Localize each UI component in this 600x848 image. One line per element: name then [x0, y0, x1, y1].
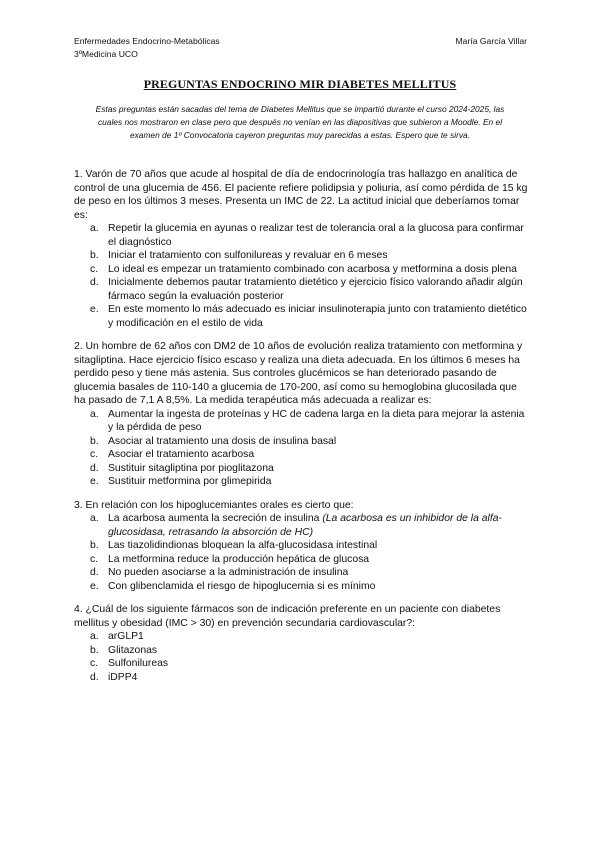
option-note: (La acarbosa es un inhibidor de la alfa-glucosidasa, retrasando la absorción de HC) [108, 513, 502, 538]
option-text: arGLP1 [108, 631, 144, 642]
header-subject: Enfermedades Endocrino-Metabólicas [74, 36, 220, 46]
option-text: Lo ideal es empezar un tratamiento combinado con acarbosa y metformina a dosis plena [108, 263, 517, 275]
question-text: 4. ¿Cuál de los siguiente fármacos son de indicación preferente en un paciente con diabetes mellitus y obesidad (IMC > 30) en prevención secundaria cardiovascular?: [74, 604, 501, 629]
option-letter: a. [90, 223, 99, 234]
option-b [74, 539, 528, 553]
option-text-wrap [108, 657, 528, 671]
option-text: Sulfonilureas [108, 658, 169, 669]
option-text-wrap [108, 263, 528, 277]
option-letter: d. [90, 277, 99, 288]
header-course: 3ºMedicina UCO [74, 48, 138, 59]
option-text-wrap [108, 512, 528, 539]
option-c [74, 448, 528, 462]
option-text: Sustituir metformina por glimepirida [108, 476, 272, 487]
option-d [74, 566, 528, 580]
option-letter: a. [90, 513, 99, 524]
option-letter: b. [90, 250, 99, 261]
header-left [74, 35, 220, 60]
option-text: Asociar el tratamiento acarbosa [108, 449, 255, 460]
option-letter: c. [90, 449, 99, 460]
option-text-wrap [108, 249, 528, 263]
option-c [74, 657, 528, 671]
option-text: Iniciar el tratamiento con sulfonilureas y revaluar en 6 meses [108, 250, 388, 261]
option-text: iDPP4 [108, 671, 138, 683]
option-e [74, 303, 528, 330]
question-3 [74, 499, 528, 594]
option-text-wrap [108, 553, 528, 567]
option-letter: b. [90, 435, 99, 447]
option-letter: e. [90, 304, 99, 315]
option-text-wrap [108, 539, 528, 553]
option-letter: b. [90, 644, 99, 656]
option-letter: e. [90, 580, 99, 592]
option-b [74, 435, 528, 449]
option-text-wrap [108, 276, 528, 303]
option-text-wrap [108, 475, 528, 489]
questions-list [74, 168, 528, 694]
header-author: María García Villar [455, 36, 527, 46]
option-text: En este momento lo más adecuado es iniciar insulinoterapia junto con tratamiento dietético y modificación en el estilo de vida [108, 304, 527, 329]
option-text-wrap [108, 580, 528, 594]
option-b [74, 249, 528, 263]
option-letter: c. [90, 553, 99, 565]
option-a [74, 222, 528, 249]
option-d [74, 671, 528, 685]
option-text-wrap [108, 303, 528, 330]
option-letter: d. [90, 671, 99, 683]
option-a [74, 408, 528, 435]
question-1 [74, 168, 528, 330]
option-letter: a. [90, 408, 99, 420]
option-text-wrap [108, 448, 528, 462]
question-text: 1. Varón de 70 años que acude al hospital de día de endocrinología tras hallazgo en analítica de control de una glucemia de 456. El paciente refiere polidipsia y poliuria, así como pérdida de 15 kg de peso en los últimos 3 meses. Presenta un IMC de 22. La actitud inicial que deberíamos tomar es: [74, 169, 528, 221]
question-4 [74, 603, 528, 684]
option-text: Aumentar la ingesta de proteínas y HC de cadena larga en la dieta para mejorar la astenia y la pérdida de peso [108, 408, 525, 433]
option-text-wrap [108, 435, 528, 449]
option-text-wrap [108, 462, 528, 476]
option-text: Sustituir sitagliptina por pioglitazona [108, 462, 274, 474]
option-text: Glitazonas [108, 644, 158, 656]
question-2 [74, 340, 528, 489]
option-text: Asociar al tratamiento una dosis de insulina basal [108, 435, 337, 447]
document-title: PREGUNTAS ENDOCRINO MIR DIABETES MELLITUS [143, 77, 457, 91]
option-text-wrap [108, 630, 528, 644]
option-letter: c. [90, 263, 99, 275]
option-d [74, 276, 528, 303]
option-letter: b. [90, 540, 99, 551]
option-text: La metformina reduce la producción hepática de glucosa [108, 553, 370, 565]
option-letter: e. [90, 476, 99, 487]
option-text-wrap [108, 222, 528, 249]
option-a [74, 512, 528, 539]
option-e [74, 475, 528, 489]
option-text: Repetir la glucemia en ayunas o realizar test de tolerancia oral a la glucosa para confirmar el diagnóstico [108, 223, 524, 248]
option-text-wrap [108, 408, 528, 435]
option-text: La acarbosa aumenta la secreción de insulina [108, 513, 320, 524]
option-d [74, 462, 528, 476]
option-text: Con glibenclamida el riesgo de hipoglucemia si es mínimo [108, 580, 376, 592]
option-c [74, 263, 528, 277]
option-e [74, 580, 528, 594]
options-list [74, 512, 528, 593]
option-b [74, 644, 528, 658]
intro-paragraph: Estas preguntas están sacadas del tema de Diabetes Mellitus que se impartió durante el curso 2024-2025, las cuales nos mostraron en clase pero que después no venían en las diapositivas que subieron a Moodle. En el examen de 1º Convocatoria cayeron preguntas muy parecidas a estas. Espero que te sirva. [95, 104, 505, 140]
option-text-wrap [108, 671, 528, 685]
option-letter: a. [90, 631, 99, 642]
option-text: Inicialmente debemos pautar tratamiento dietético y ejercicio físico valorando añadir algún fármaco según la evaluación posterior [108, 277, 523, 302]
question-text: 3. En relación con los hipoglucemiantes orales es cierto que: [74, 499, 354, 511]
option-text: Las tiazolidindionas bloquean la alfa-glucosidasa intestinal [108, 540, 378, 551]
options-list [74, 630, 528, 684]
option-letter: c. [90, 658, 99, 669]
option-text-wrap [108, 566, 528, 580]
option-text: No pueden asociarse a la administración de insulina [108, 567, 349, 578]
option-letter: d. [90, 462, 99, 474]
option-letter: d. [90, 567, 99, 578]
question-text: 2. Un hombre de 62 años con DM2 de 10 años de evolución realiza tratamiento con metformina y sitagliptina. Hace ejercicio físico escaso y realiza una dieta adecuada. En los últimos 6 meses ha perdido peso y tiene más astenia. Sus controles glucémicos se han deteriorado pasando de glucemia basales de 110-140 a glucemia de 170-200, así como su hemoglobina glucosilada que ha pasado de 7,1 A 8,5%. La medida terapéutica más adecuada a realizar es: [74, 341, 523, 406]
option-a [74, 630, 528, 644]
options-list [74, 222, 528, 330]
options-list [74, 408, 528, 489]
option-c [74, 553, 528, 567]
option-text-wrap [108, 644, 528, 658]
